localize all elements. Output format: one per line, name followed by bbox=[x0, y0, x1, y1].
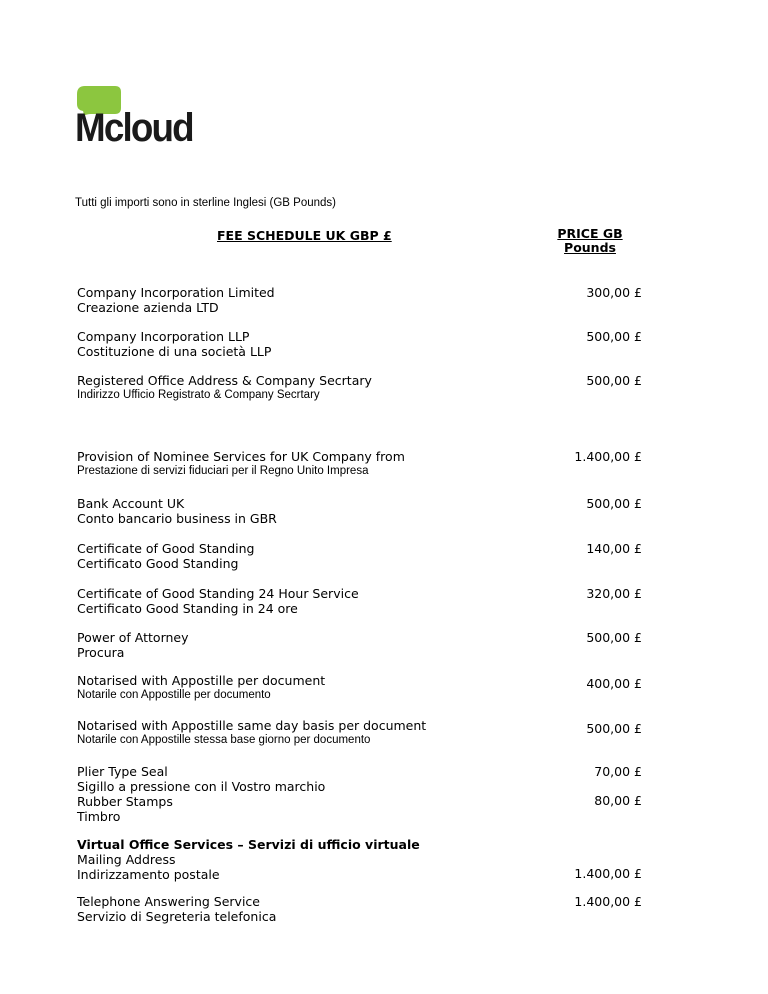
fee-price: 320,00 £ bbox=[586, 586, 642, 601]
fee-price: 300,00 £ bbox=[586, 285, 642, 300]
fee-desc-en: Notarised with Appostille same day basis per document bbox=[77, 718, 427, 733]
price-column-heading bbox=[540, 227, 640, 255]
fee-desc-it: Costituzione di una società LLP bbox=[77, 344, 272, 359]
fee-desc-en: Certificate of Good Standing 24 Hour Service bbox=[77, 586, 359, 601]
fee-schedule-heading: FEE SCHEDULE UK GBP £ bbox=[217, 228, 392, 243]
fee-desc-en: Notarised with Appostille per document bbox=[77, 673, 326, 688]
mailing-address-price: 1.400,00 £ bbox=[574, 866, 642, 881]
currency-note: Tutti gli importi sono in sterline Inglesi (GB Pounds) bbox=[75, 197, 336, 209]
stamp-desc-line2: Timbro bbox=[77, 809, 121, 824]
fee-price: 500,00 £ bbox=[586, 496, 642, 511]
fee-price: 500,00 £ bbox=[586, 329, 642, 344]
price-heading-line2: Pounds bbox=[564, 240, 616, 255]
fee-desc-it: Certificato Good Standing bbox=[77, 556, 239, 571]
phone-service-it: Servizio di Segreteria telefonica bbox=[77, 909, 277, 924]
mcloud-logo bbox=[75, 86, 215, 150]
seal-desc-line2: Sigillo a pressione con il Vostro marchio bbox=[77, 779, 326, 794]
fee-desc-en: Registered Office Address & Company Secrtary bbox=[77, 373, 372, 388]
fee-desc-it: Certificato Good Standing in 24 ore bbox=[77, 601, 298, 616]
virtual-office-heading: Virtual Office Services – Servizi di ufficio virtuale bbox=[77, 837, 420, 852]
fee-desc-it: Prestazione di servizi fiduciari per il Regno Unito Impresa bbox=[77, 465, 369, 477]
phone-service-price: 1.400,00 £ bbox=[574, 894, 642, 909]
fee-desc-en: Bank Account UK bbox=[77, 496, 185, 511]
fee-desc-it: Procura bbox=[77, 645, 125, 660]
fee-desc-en: Certificate of Good Standing bbox=[77, 541, 255, 556]
phone-service-en: Telephone Answering Service bbox=[77, 894, 260, 909]
stamp-desc-line1: Rubber Stamps bbox=[77, 794, 173, 809]
fee-price: 140,00 £ bbox=[586, 541, 642, 556]
fee-desc-en: Provision of Nominee Services for UK Company from bbox=[77, 449, 405, 464]
mailing-address-en: Mailing Address bbox=[77, 852, 176, 867]
fee-price: 500,00 £ bbox=[586, 721, 642, 736]
fee-price: 400,00 £ bbox=[586, 676, 642, 691]
fee-desc-it: Notarile con Appostille stessa base giorno per documento bbox=[77, 734, 371, 746]
fee-desc-it: Indirizzo Ufficio Registrato & Company Secrtary bbox=[77, 389, 320, 401]
fee-price: 500,00 £ bbox=[586, 373, 642, 388]
logo-wordmark: Mcloud bbox=[75, 106, 193, 150]
stamp-price: 80,00 £ bbox=[594, 793, 642, 808]
fee-price: 500,00 £ bbox=[586, 630, 642, 645]
fee-price: 1.400,00 £ bbox=[574, 449, 642, 464]
fee-desc-en: Company Incorporation LLP bbox=[77, 329, 250, 344]
fee-desc-en: Power of Attorney bbox=[77, 630, 189, 645]
seal-price: 70,00 £ bbox=[594, 764, 642, 779]
fee-desc-en: Company Incorporation Limited bbox=[77, 285, 275, 300]
price-heading-line1: PRICE GB bbox=[557, 226, 623, 241]
seal-desc-line1: Plier Type Seal bbox=[77, 764, 168, 779]
mailing-address-it: Indirizzamento postale bbox=[77, 867, 220, 882]
fee-desc-it: Creazione azienda LTD bbox=[77, 300, 219, 315]
fee-desc-it: Notarile con Appostille per documento bbox=[77, 689, 271, 701]
fee-desc-it: Conto bancario business in GBR bbox=[77, 511, 277, 526]
